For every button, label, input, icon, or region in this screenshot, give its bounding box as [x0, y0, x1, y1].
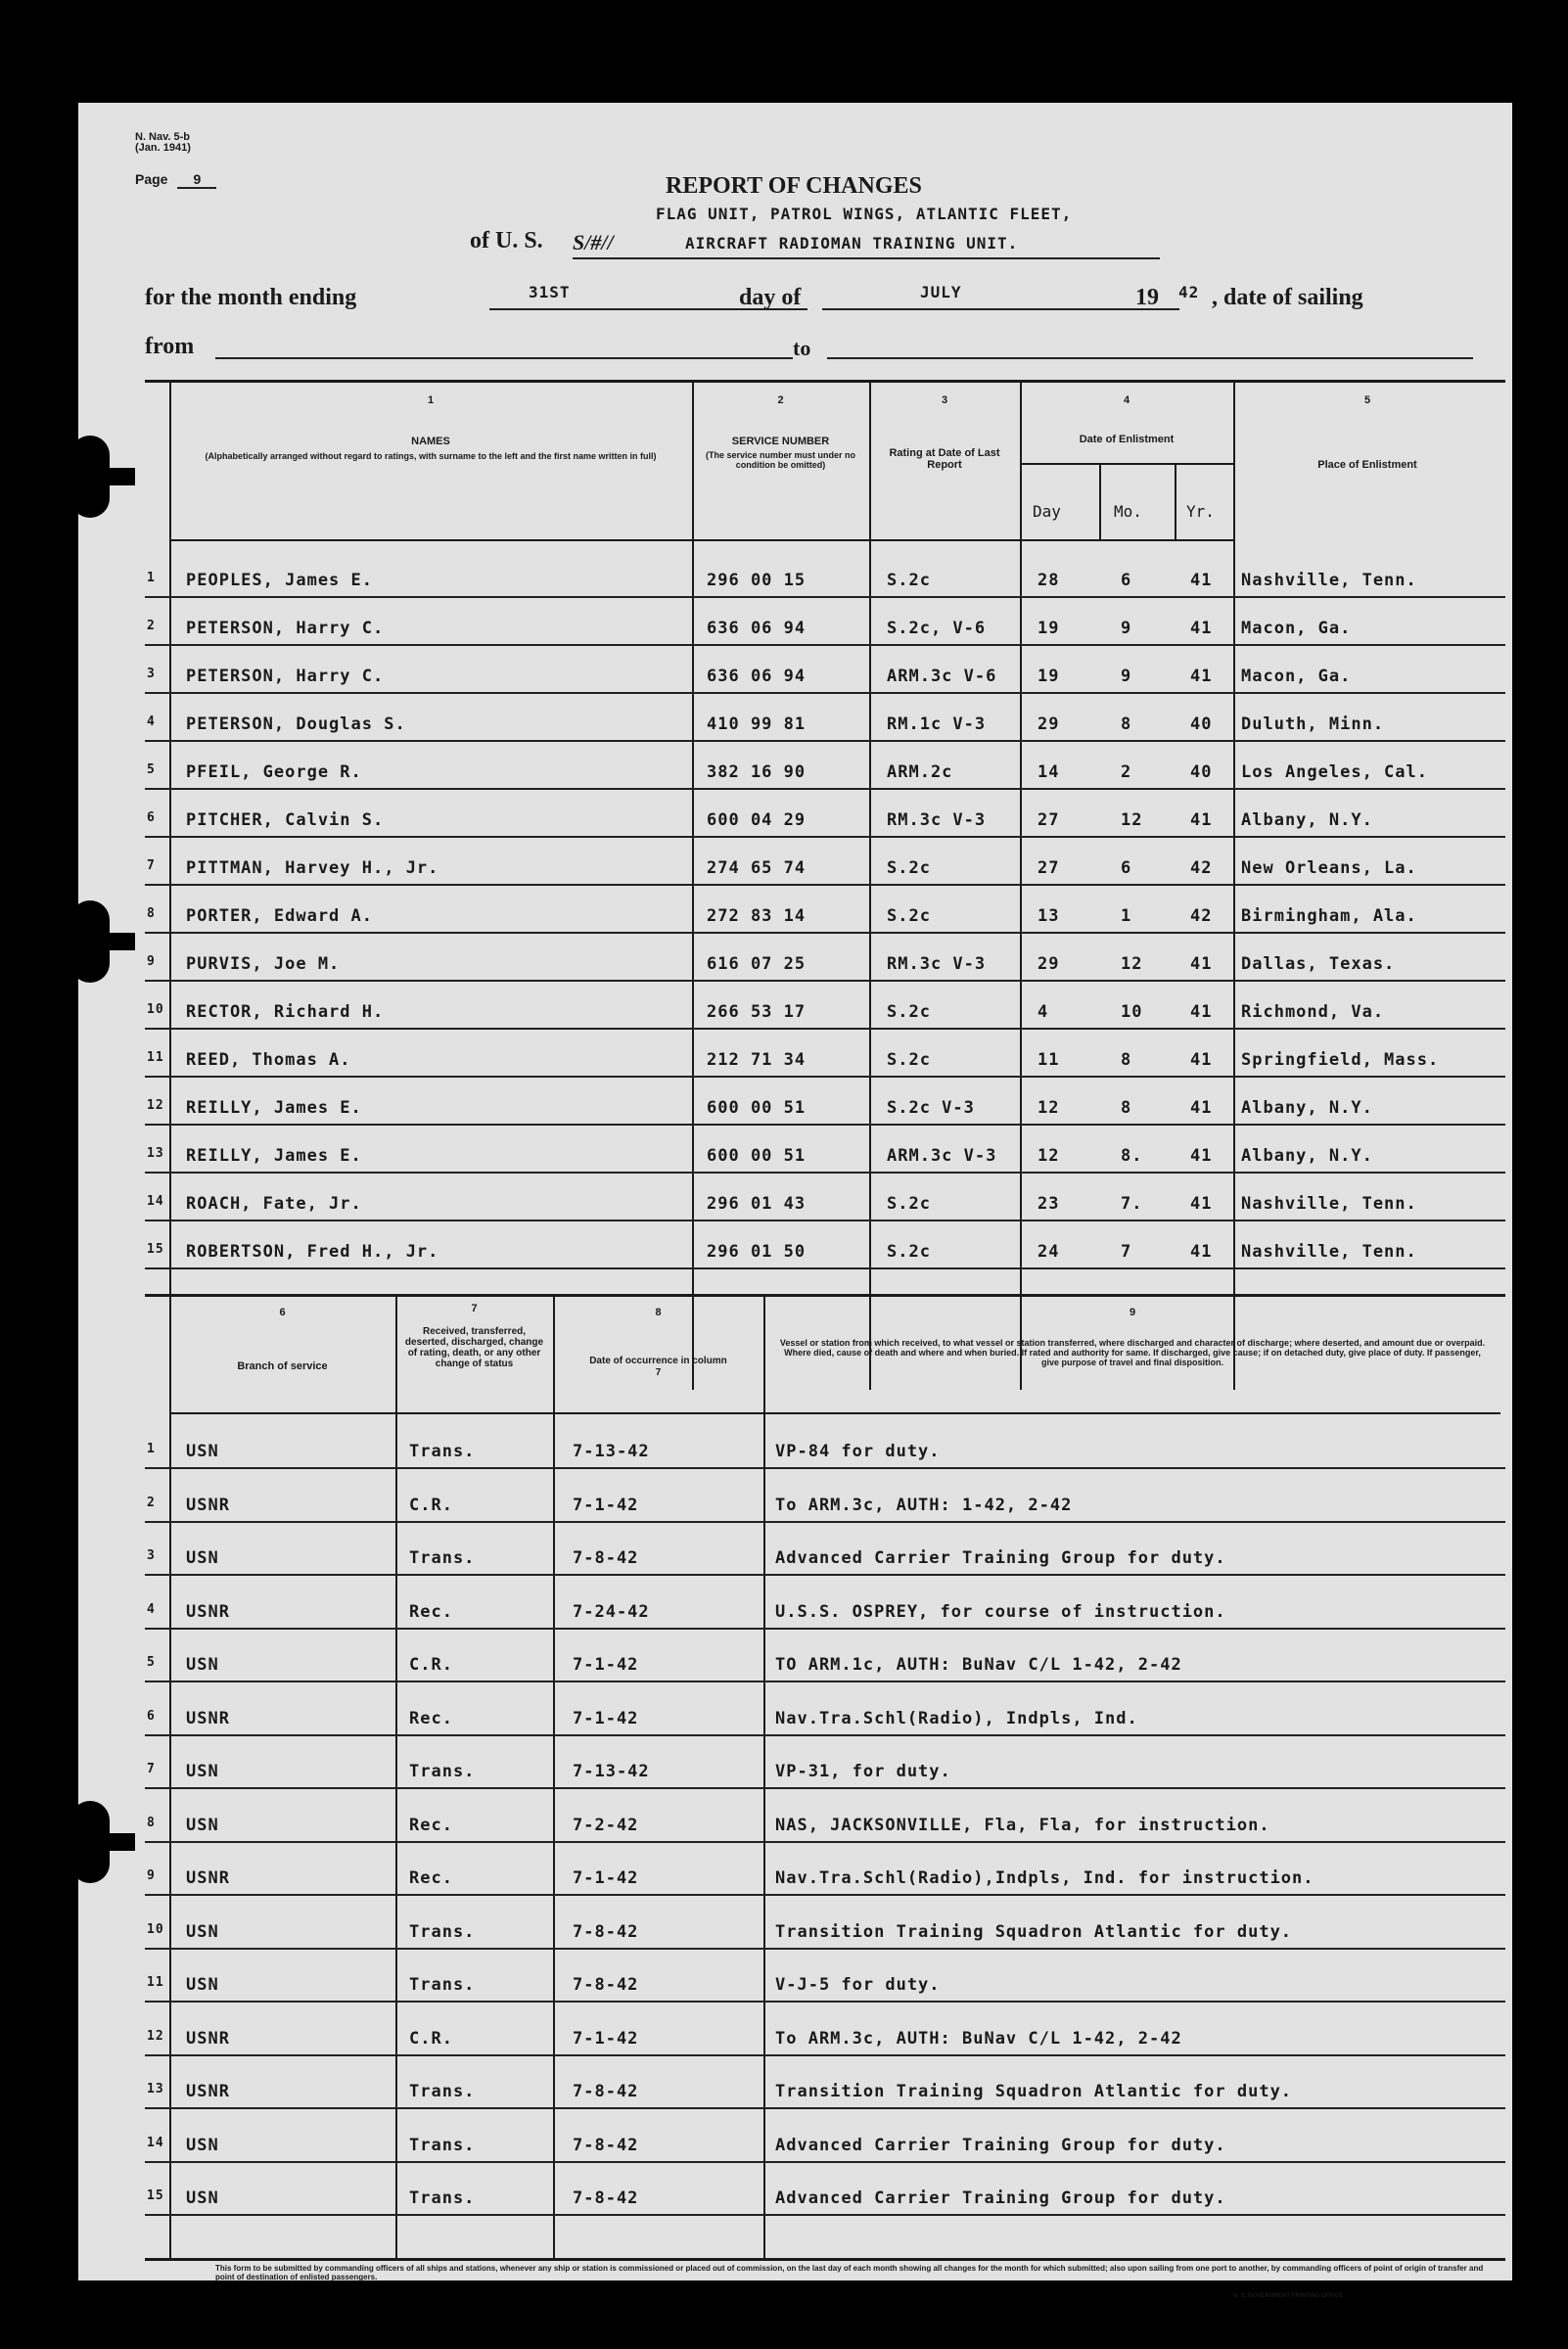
row-number: 9 — [147, 954, 156, 969]
name-cell: ROACH, Fate, Jr. — [186, 1194, 362, 1214]
date-cell: 7-2-42 — [573, 1816, 639, 1835]
enlist-year-cell: 42 — [1190, 858, 1213, 878]
col4-number: 4 — [1123, 394, 1130, 406]
service-number-cell: 296 01 50 — [707, 1242, 807, 1262]
row-rule — [145, 1172, 1505, 1174]
rating-cell: S.2c — [887, 1242, 931, 1262]
table-rule — [1020, 463, 1233, 465]
enlist-day-cell: 13 — [1038, 906, 1060, 926]
place-cell: Macon, Ga. — [1241, 619, 1352, 638]
bottom-table-border — [145, 1294, 1505, 1297]
month-ending-label: for the month ending — [145, 285, 357, 310]
branch-cell: USN — [186, 1762, 219, 1781]
branch-cell: USNR — [186, 2082, 230, 2101]
date-cell: 7-1-42 — [573, 2029, 639, 2049]
date-cell: 7-1-42 — [573, 1496, 639, 1515]
remarks-cell: Advanced Carrier Training Group for duty. — [775, 2188, 1226, 2208]
row-rule — [145, 1628, 1505, 1630]
binder-hole — [70, 436, 110, 518]
date-cell: 7-13-42 — [573, 1762, 650, 1781]
name-cell: PITTMAN, Harvey H., Jr. — [186, 858, 439, 878]
col2-header: SERVICE NUMBER — [731, 436, 830, 447]
branch-cell: USNR — [186, 1602, 230, 1622]
enlist-month-cell: 12 — [1121, 810, 1143, 830]
remarks-cell: Advanced Carrier Training Group for duty. — [775, 1548, 1226, 1568]
col8-header: Date of occurrence in column 7 — [589, 1356, 727, 1378]
rating-cell: S.2c V-3 — [887, 1098, 975, 1118]
enlist-year-cell: 40 — [1190, 714, 1213, 734]
enlist-year-cell: 41 — [1190, 667, 1213, 686]
remarks-cell: To ARM.3c, AUTH: BuNav C/L 1-42, 2-42 — [775, 2029, 1182, 2049]
rating-cell: S.2c — [887, 1050, 931, 1070]
place-cell: Nashville, Tenn. — [1241, 1242, 1417, 1262]
place-cell: New Orleans, La. — [1241, 858, 1417, 878]
row-rule — [145, 932, 1505, 934]
enlist-year-cell: 41 — [1190, 1050, 1213, 1070]
change-cell: C.R. — [409, 1655, 453, 1675]
date-cell: 7-8-42 — [573, 1922, 639, 1942]
enlist-month-cell: 9 — [1121, 667, 1132, 686]
month-underline — [822, 308, 1179, 310]
enlist-month-cell: 9 — [1121, 619, 1132, 638]
change-cell: Rec. — [409, 1709, 453, 1728]
row-rule — [145, 692, 1505, 694]
row-rule — [145, 1467, 1505, 1469]
place-cell: Albany, N.Y. — [1241, 1098, 1373, 1118]
row-rule — [145, 1076, 1505, 1078]
table-rule — [1175, 463, 1176, 539]
rating-cell: RM.1c V-3 — [887, 714, 987, 734]
enlist-month-cell: 7 — [1121, 1242, 1132, 1262]
row-number: 3 — [147, 1548, 156, 1563]
col6-header: Branch of service — [237, 1360, 328, 1372]
name-cell: PETERSON, Harry C. — [186, 667, 385, 686]
branch-cell: USN — [186, 1975, 219, 1995]
table-rule — [145, 2258, 1505, 2261]
row-rule — [145, 1681, 1505, 1682]
page-label: Page — [135, 171, 168, 187]
day-of-label: day of — [739, 285, 802, 310]
col9-header: Vessel or station from which received, to what vessel or station transferred, where discharged and character of discharge; where deserted, and amount due or overpaid. Where died, cause of death and where and when buried. If rated and authority for same. If discharged, give cause; if on detached duty, give place of duty. If passenger, give purpose of travel and final disposition. — [779, 1338, 1486, 1367]
col3-header: Rating at Date of Last Report — [889, 447, 1000, 471]
enlist-day-cell: 4 — [1038, 1002, 1049, 1022]
from-underline — [215, 357, 793, 359]
col1-header: NAMES — [411, 436, 450, 447]
row-rule — [145, 1267, 1505, 1269]
name-cell: PETERSON, Douglas S. — [186, 714, 406, 734]
row-rule — [145, 644, 1505, 646]
date-of-sailing-label: , date of sailing — [1212, 285, 1363, 310]
change-cell: Rec. — [409, 1816, 453, 1835]
footer-note: This form to be submitted by commanding officers of all ships and stations, whenever any ship or station is commissioned or placed out of commission, on the last day of each month showing all changes for the month for which submitted; also upon sailing from one port to another, by commanding officers of point of origin of transfer and point of destination of enlisted passengers. — [215, 2264, 1484, 2281]
enlist-month-cell: 2 — [1121, 762, 1132, 782]
row-number: 9 — [147, 1868, 156, 1883]
enlist-month-cell: 8 — [1121, 714, 1132, 734]
enlist-month-cell: 8. — [1121, 1146, 1143, 1166]
enlist-month-cell: 10 — [1121, 1002, 1143, 1022]
rating-cell: S.2c — [887, 858, 931, 878]
row-number: 11 — [147, 1975, 164, 1990]
place-cell: Albany, N.Y. — [1241, 1146, 1373, 1166]
table-rule — [169, 539, 1233, 541]
remarks-cell: Transition Training Squadron Atlantic for duty. — [775, 1922, 1293, 1942]
rating-cell: ARM.2c — [887, 762, 953, 782]
row-number: 1 — [147, 571, 156, 585]
date-cell: 7-1-42 — [573, 1709, 639, 1728]
service-number-cell: 600 04 29 — [707, 810, 807, 830]
row-rule — [145, 1948, 1505, 1950]
table-rule — [169, 1412, 1500, 1414]
top-table-border — [145, 380, 1505, 383]
enlist-day-cell: 28 — [1038, 571, 1060, 590]
printer-credit: U. S. GOVERNMENT PRINTING OFFICE — [1233, 2293, 1344, 2299]
row-rule — [145, 2001, 1505, 2003]
month-value: JULY — [920, 283, 962, 301]
row-rule — [145, 1521, 1505, 1523]
row-rule — [145, 596, 1505, 598]
form-code-line1: N. Nav. 5-b — [135, 131, 191, 143]
day-value: 31ST — [529, 283, 571, 301]
date-cell: 7-8-42 — [573, 2136, 639, 2155]
rating-cell: S.2c — [887, 906, 931, 926]
form-code-line2: (Jan. 1941) — [135, 142, 191, 154]
col6-number: 6 — [279, 1307, 286, 1318]
row-rule — [145, 1841, 1505, 1843]
row-rule — [145, 884, 1505, 886]
date-cell: 7-8-42 — [573, 1548, 639, 1568]
service-number-cell: 272 83 14 — [707, 906, 807, 926]
remarks-cell: To ARM.3c, AUTH: 1-42, 2-42 — [775, 1496, 1073, 1515]
row-number: 8 — [147, 906, 156, 921]
col1-note: (Alphabetically arranged without regard to ratings, with surname to the left and the first name written in full) — [205, 451, 657, 461]
row-rule — [145, 2054, 1505, 2056]
enlist-day-cell: 29 — [1038, 714, 1060, 734]
row-number: 13 — [147, 1146, 164, 1161]
col8-number: 8 — [655, 1307, 662, 1318]
document-page — [78, 103, 1512, 2299]
enlist-year-cell: 41 — [1190, 954, 1213, 974]
name-cell: PITCHER, Calvin S. — [186, 810, 385, 830]
service-number-cell: 296 01 43 — [707, 1194, 807, 1214]
remarks-cell: Nav.Tra.Schl(Radio), Indpls, Ind. — [775, 1709, 1138, 1728]
remarks-cell: Advanced Carrier Training Group for duty. — [775, 2136, 1226, 2155]
row-rule — [145, 836, 1505, 838]
service-number-cell: 410 99 81 — [707, 714, 807, 734]
binder-hole — [70, 900, 110, 983]
rating-cell: ARM.3c V-3 — [887, 1146, 997, 1166]
of-us-value: S/#// — [573, 230, 614, 254]
table-rule — [553, 1294, 555, 2258]
name-cell: PURVIS, Joe M. — [186, 954, 341, 974]
place-cell: Albany, N.Y. — [1241, 810, 1373, 830]
row-rule — [145, 1894, 1505, 1896]
of-us-label: of U. S. — [470, 228, 543, 253]
date-cell: 7-1-42 — [573, 1868, 639, 1888]
remarks-cell: TO ARM.1c, AUTH: BuNav C/L 1-42, 2-42 — [775, 1655, 1182, 1675]
row-number: 2 — [147, 619, 156, 633]
row-number: 10 — [147, 1922, 164, 1937]
rating-cell: ARM.3c V-6 — [887, 667, 997, 686]
rating-cell: S.2c — [887, 1194, 931, 1214]
branch-cell: USNR — [186, 1868, 230, 1888]
service-number-cell: 274 65 74 — [707, 858, 807, 878]
place-cell: Richmond, Va. — [1241, 1002, 1385, 1022]
row-number: 6 — [147, 810, 156, 825]
change-cell: C.R. — [409, 1496, 453, 1515]
table-rule — [395, 1294, 397, 2258]
col4-month-header: Mo. — [1114, 502, 1142, 521]
name-cell: REILLY, James E. — [186, 1098, 362, 1118]
enlist-month-cell: 6 — [1121, 858, 1132, 878]
to-underline — [827, 357, 1473, 359]
branch-cell: USN — [186, 2136, 219, 2155]
enlist-year-cell: 41 — [1190, 619, 1213, 638]
place-cell: Dallas, Texas. — [1241, 954, 1396, 974]
branch-cell: USNR — [186, 1709, 230, 1728]
place-cell: Macon, Ga. — [1241, 667, 1352, 686]
enlist-day-cell: 19 — [1038, 619, 1060, 638]
col5-number: 5 — [1363, 394, 1371, 406]
rating-cell: S.2c — [887, 1002, 931, 1022]
remarks-cell: Transition Training Squadron Atlantic for duty. — [775, 2082, 1293, 2101]
change-cell: Trans. — [409, 1442, 476, 1461]
change-cell: Trans. — [409, 1975, 476, 1995]
service-number-cell: 266 53 17 — [707, 1002, 807, 1022]
date-cell: 7-8-42 — [573, 2082, 639, 2101]
date-cell: 7-8-42 — [573, 1975, 639, 1995]
service-number-cell: 636 06 94 — [707, 619, 807, 638]
table-rule — [169, 1294, 171, 2258]
page-number: 9 — [177, 171, 216, 189]
change-cell: Trans. — [409, 1762, 476, 1781]
from-label: from — [145, 334, 195, 359]
place-cell: Springfield, Mass. — [1241, 1050, 1440, 1070]
remarks-cell: U.S.S. OSPREY, for course of instruction. — [775, 1602, 1226, 1622]
date-cell: 7-13-42 — [573, 1442, 650, 1461]
row-rule — [145, 1124, 1505, 1126]
remarks-cell: VP-31, for duty. — [775, 1762, 951, 1781]
date-cell: 7-1-42 — [573, 1655, 639, 1675]
enlist-year-cell: 41 — [1190, 1194, 1213, 1214]
col2-note: (The service number must under no condition be omitted) — [705, 450, 856, 470]
place-cell: Los Angeles, Cal. — [1241, 762, 1428, 782]
subtitle-line2: AIRCRAFT RADIOMAN TRAINING UNIT. — [685, 234, 1019, 253]
row-rule — [145, 740, 1505, 742]
service-number-cell: 296 00 15 — [707, 571, 807, 590]
name-cell: PETERSON, Harry C. — [186, 619, 385, 638]
subtitle-line1: FLAG UNIT, PATROL WINGS, ATLANTIC FLEET, — [656, 205, 1073, 223]
enlist-year-cell: 40 — [1190, 762, 1213, 782]
row-number: 12 — [147, 2029, 164, 2044]
place-cell: Nashville, Tenn. — [1241, 571, 1417, 590]
row-number: 15 — [147, 1242, 164, 1257]
form-code — [135, 132, 191, 154]
row-rule — [145, 2107, 1505, 2109]
row-number: 11 — [147, 1050, 164, 1065]
col9-number: 9 — [1129, 1307, 1136, 1318]
enlist-day-cell: 27 — [1038, 858, 1060, 878]
year-prefix: 19 — [1135, 285, 1159, 310]
service-number-cell: 616 07 25 — [707, 954, 807, 974]
branch-cell: USN — [186, 1922, 219, 1942]
place-cell: Birmingham, Ala. — [1241, 906, 1417, 926]
row-number: 12 — [147, 1098, 164, 1113]
branch-cell: USN — [186, 1816, 219, 1835]
row-number: 2 — [147, 1496, 156, 1510]
enlist-day-cell: 19 — [1038, 667, 1060, 686]
change-cell: C.R. — [409, 2029, 453, 2049]
enlist-year-cell: 41 — [1190, 1098, 1213, 1118]
of-us-underline — [573, 257, 1160, 259]
name-cell: PFEIL, George R. — [186, 762, 362, 782]
enlist-day-cell: 29 — [1038, 954, 1060, 974]
rating-cell: S.2c — [887, 571, 931, 590]
row-number: 15 — [147, 2188, 164, 2203]
binder-hole — [70, 1801, 110, 1883]
branch-cell: USN — [186, 1442, 219, 1461]
name-cell: RECTOR, Richard H. — [186, 1002, 385, 1022]
table-rule — [763, 1294, 765, 2258]
enlist-day-cell: 11 — [1038, 1050, 1060, 1070]
enlist-day-cell: 12 — [1038, 1098, 1060, 1118]
row-rule — [145, 1028, 1505, 1030]
change-cell: Trans. — [409, 2188, 476, 2208]
col4-year-header: Yr. — [1186, 502, 1215, 521]
enlist-day-cell: 12 — [1038, 1146, 1060, 1166]
to-label: to — [793, 336, 811, 360]
branch-cell: USN — [186, 1655, 219, 1675]
change-cell: Trans. — [409, 1548, 476, 1568]
enlist-day-cell: 14 — [1038, 762, 1060, 782]
branch-cell: USNR — [186, 1496, 230, 1515]
col2-number: 2 — [777, 394, 784, 406]
date-cell: 7-24-42 — [573, 1602, 650, 1622]
report-title: REPORT OF CHANGES — [666, 173, 922, 199]
change-cell: Trans. — [409, 2082, 476, 2101]
row-number: 8 — [147, 1816, 156, 1830]
branch-cell: USN — [186, 2188, 219, 2208]
place-cell: Nashville, Tenn. — [1241, 1194, 1417, 1214]
col7-header: Received, transferred, deserted, discharged, change of rating, death, or any other change of status — [404, 1326, 544, 1369]
row-number: 10 — [147, 1002, 164, 1017]
rating-cell: S.2c, V-6 — [887, 619, 987, 638]
name-cell: PORTER, Edward A. — [186, 906, 373, 926]
row-rule — [145, 2214, 1505, 2216]
enlist-day-cell: 23 — [1038, 1194, 1060, 1214]
enlist-month-cell: 6 — [1121, 571, 1132, 590]
enlist-year-cell: 42 — [1190, 906, 1213, 926]
name-cell: REILLY, James E. — [186, 1146, 362, 1166]
enlist-month-cell: 12 — [1121, 954, 1143, 974]
row-rule — [145, 1787, 1505, 1789]
col3-number: 3 — [941, 394, 948, 406]
enlist-year-cell: 41 — [1190, 571, 1213, 590]
enlist-month-cell: 8 — [1121, 1098, 1132, 1118]
enlist-month-cell: 1 — [1121, 906, 1132, 926]
table-rule — [1099, 463, 1101, 539]
row-number: 6 — [147, 1709, 156, 1724]
enlist-year-cell: 41 — [1190, 1146, 1213, 1166]
col4-header: Date of Enlistment — [1079, 434, 1175, 445]
service-number-cell: 600 00 51 — [707, 1146, 807, 1166]
enlist-year-cell: 41 — [1190, 1002, 1213, 1022]
branch-cell: USNR — [186, 2029, 230, 2049]
rating-cell: RM.3c V-3 — [887, 954, 987, 974]
branch-cell: USN — [186, 1548, 219, 1568]
enlist-day-cell: 27 — [1038, 810, 1060, 830]
place-cell: Duluth, Minn. — [1241, 714, 1385, 734]
row-number: 7 — [147, 1762, 156, 1776]
service-number-cell: 212 71 34 — [707, 1050, 807, 1070]
year-value: 42 — [1178, 283, 1200, 301]
service-number-cell: 636 06 94 — [707, 667, 807, 686]
enlist-month-cell: 8 — [1121, 1050, 1132, 1070]
col4-day-header: Day — [1033, 502, 1061, 521]
date-cell: 7-8-42 — [573, 2188, 639, 2208]
row-rule — [145, 2161, 1505, 2163]
row-number: 3 — [147, 667, 156, 681]
row-number: 4 — [147, 714, 156, 729]
enlist-month-cell: 7. — [1121, 1194, 1143, 1214]
enlist-year-cell: 41 — [1190, 810, 1213, 830]
remarks-cell: VP-84 for duty. — [775, 1442, 941, 1461]
row-rule — [145, 1220, 1505, 1221]
page-indicator — [135, 171, 216, 189]
col7-number: 7 — [471, 1303, 478, 1314]
change-cell: Trans. — [409, 2136, 476, 2155]
name-cell: REED, Thomas A. — [186, 1050, 351, 1070]
enlist-year-cell: 41 — [1190, 1242, 1213, 1262]
name-cell: ROBERTSON, Fred H., Jr. — [186, 1242, 439, 1262]
col1-number: 1 — [427, 394, 435, 406]
service-number-cell: 382 16 90 — [707, 762, 807, 782]
change-cell: Rec. — [409, 1868, 453, 1888]
row-number: 14 — [147, 1194, 164, 1209]
rating-cell: RM.3c V-3 — [887, 810, 987, 830]
row-number: 5 — [147, 1655, 156, 1670]
change-cell: Rec. — [409, 1602, 453, 1622]
row-rule — [145, 980, 1505, 982]
remarks-cell: V-J-5 for duty. — [775, 1975, 941, 1995]
row-rule — [145, 788, 1505, 790]
row-number: 4 — [147, 1602, 156, 1617]
remarks-cell: Nav.Tra.Schl(Radio),Indpls, Ind. for instruction. — [775, 1868, 1314, 1888]
name-cell: PEOPLES, James E. — [186, 571, 373, 590]
service-number-cell: 600 00 51 — [707, 1098, 807, 1118]
remarks-cell: NAS, JACKSONVILLE, Fla, Fla, for instruction. — [775, 1816, 1270, 1835]
change-cell: Trans. — [409, 1922, 476, 1942]
row-rule — [145, 1574, 1505, 1576]
row-number: 5 — [147, 762, 156, 777]
row-number: 14 — [147, 2136, 164, 2150]
row-number: 7 — [147, 858, 156, 873]
row-number: 1 — [147, 1442, 156, 1456]
enlist-day-cell: 24 — [1038, 1242, 1060, 1262]
col5-header: Place of Enlistment — [1317, 459, 1417, 471]
row-rule — [145, 1734, 1505, 1736]
row-number: 13 — [147, 2082, 164, 2096]
